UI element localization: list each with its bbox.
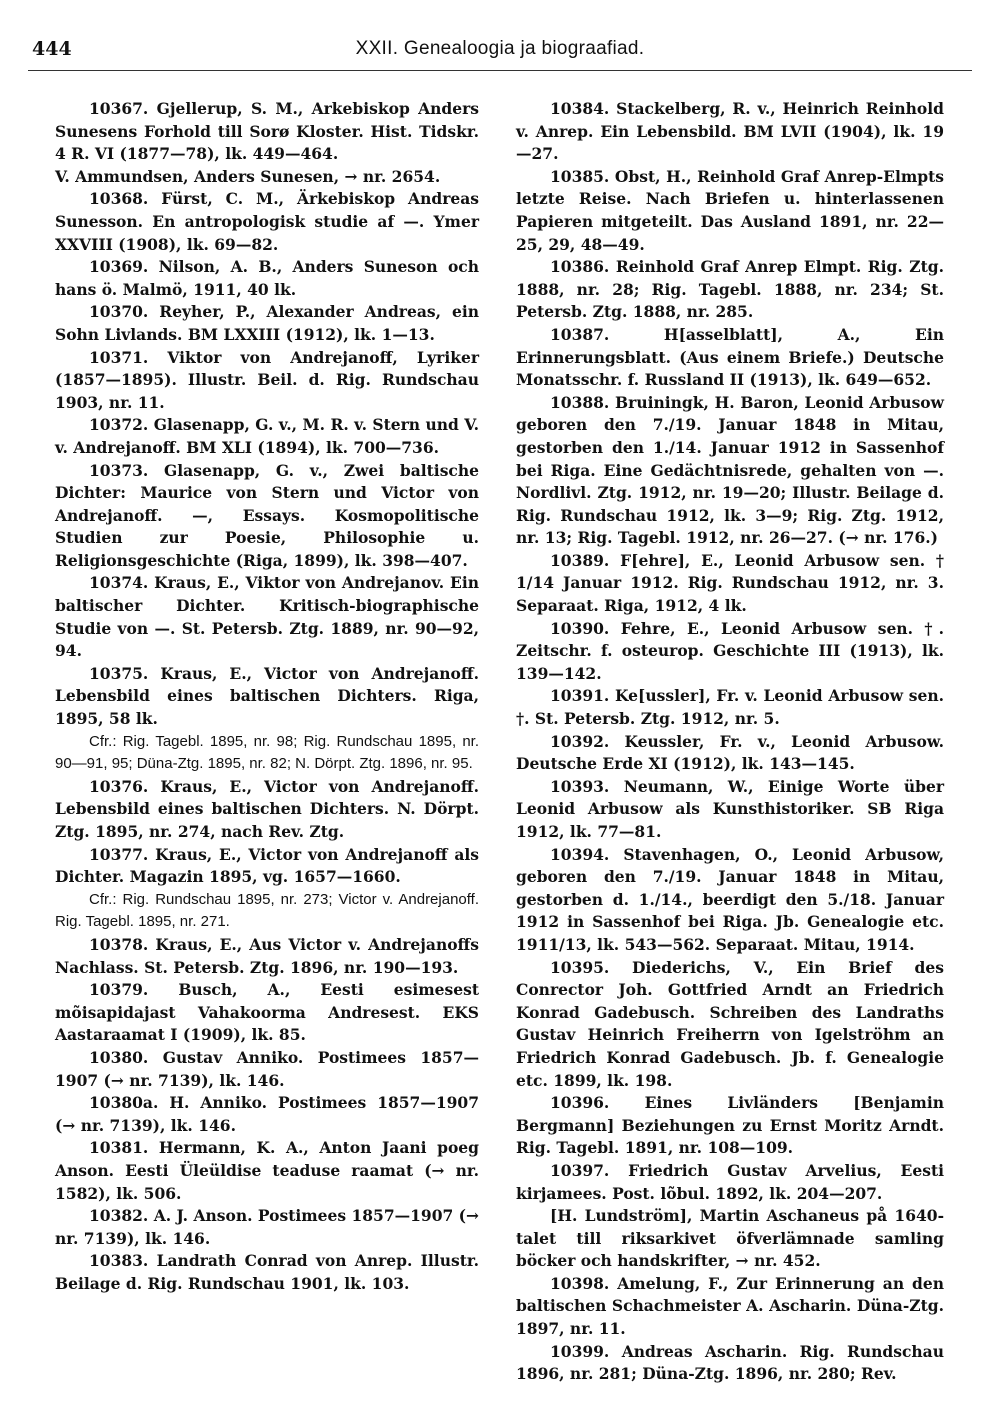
entry-10382: 10382. A. J. Anson. Postimees 1857—1907 (→ nr. 7139), lk. 146. [55,1206,479,1248]
header-rule [28,70,972,71]
entry-10392: 10392. Keussler, Fr. v., Leonid Arbusow. Deutsche Erde XI (1912), lk. 143—145. [516,731,944,774]
entry-10380: 10380. Gustav Anniko. Postimees 1857—1907 (→ nr. 7139), lk. 146. [55,1047,479,1090]
entry-cfr-10377: Cfr.: Rig. Rundschau 1895, nr. 273; Victor v. Andrejanoff. Rig. Tagebl. 1895, nr. 271. [55,890,479,931]
entry-10387: 10387. H[asselblatt], A., Ein Erinnerungsblatt. (Aus einem Briefe.) Deutsche Monatsschr. f. Russland II (1913), lk. 649—652. [516,324,944,390]
entry-10368: 10368. Fürst, C. M., Ärkebiskop Andreas Sunesson. En antropologisk studie af —. Ymer XXVIII (1908), lk. 69—82. [55,189,479,254]
entry-10398: 10398. Amelung, F., Zur Erinnerung an den baltischen Schachmeister A. Ascharin. Düna-Ztg. 1897, nr. 11. [516,1273,944,1339]
entry-10389: 10389. F[ehre], E., Leonid Arbusow sen. † 1/14 Januar 1912. Rig. Rundschau 1912, nr. 3. Separaat. Riga, 1912, 4 lk. [516,550,944,616]
right-column [516,98,944,1386]
entry-10376: 10376. Kraus, E., Victor von Andrejanoff. Lebensbild eines baltischen Dichters. N. Dörpt. Ztg. 1895, nr. 274, nach Rev. Ztg. [55,776,479,841]
entry-10381: 10381. Hermann, K. A., Anton Jaani poeg Anson. Eesti Üleüldise teaduse raamat (→ nr. 1582), lk. 506. [55,1138,479,1203]
left-column [55,98,479,1295]
entry-10396: 10396. Eines Livländers [Benjamin Bergmann] Beziehungen zu Ernst Moritz Arndt. Rig. Tagebl. 1891, nr. 108—109. [516,1093,944,1158]
running-title: XXII. Genealoogia ja biograafiad. [355,38,645,59]
entry-10391: 10391. Ke[ussler], Fr. v. Leonid Arbusow sen. †. St. Petersb. Ztg. 1912, nr. 5. [516,686,944,729]
entry-10394: 10394. Stavenhagen, O., Leonid Arbusow, geboren den 7./19. Januar 1848 in Mitau, gestorben d. 1./14., beerdigt den 5./18. Januar 1912 in Sassenhof bei Riga. Jb. Genealogie etc. 1911/13, lk. 543—562. Separaat. Mitau, 1914. [516,844,944,954]
page-header [28,38,972,68]
entry-10375: 10375. Kraus, E., Victor von Andrejanoff. Lebensbild eines baltischen Dichters. Riga, 1895, 58 lk. [55,663,479,729]
entry-10385: 10385. Obst, H., Reinhold Graf Anrep-Elmpts letzte Reise. Nach Briefen u. hinterlassenen Papieren mitgeteilt. Das Ausland 1891, nr. 22—25, 29, 48—49. [516,166,944,254]
entry-ammundsen: V. Ammundsen, Anders Sunesen, → nr. 2654. [55,166,441,186]
entry-10383: 10383. Landrath Conrad von Anrep. Illustr. Beilage d. Rig. Rundschau 1901, lk. 103. [55,1251,479,1293]
entry-cfr-10375: Cfr.: Rig. Tagebl. 1895, nr. 98; Rig. Rundschau 1895, nr. 90—91, 95; Düna-Ztg. 1895, nr. 82; N. Dörpt. Ztg. 1896, nr. 95. [55,732,479,773]
entry-10384: 10384. Stackelberg, R. v., Heinrich Reinhold v. Anrep. Ein Lebensbild. BM LVII (1904), lk. 19—27. [516,99,944,164]
entry-10377: 10377. Kraus, E., Victor von Andrejanoff als Dichter. Magazin 1895, vg. 1657—1660. [55,844,479,887]
page-number: 444 [32,38,72,60]
entry-10379: 10379. Busch, A., Eesti esimesest mõisapidajast Vahakoorma Andresest. EKS Aastaraamat I (1909), lk. 85. [55,980,479,1045]
entry-10369: 10369. Nilson, A. B., Anders Suneson och hans ö. Malmö, 1911, 40 lk. [55,257,479,299]
entry-10390: 10390. Fehre, E., Leonid Arbusow sen. †. Zeitschr. f. osteurop. Geschichte III (1913), lk. 139—142. [516,618,944,683]
entry-10373: 10373. Glasenapp, G. v., Zwei baltische Dichter: Maurice von Stern und Victor von Andrejanoff. —, Essays. Kosmopolitische Studien zur Poesie, Philosophie u. Religionsgeschichte (Riga, 1899), lk. 398—407. [55,460,479,570]
entry-10393: 10393. Neumann, W., Einige Worte über Leonid Arbusow als Kunsthistoriker. SB Riga 1912, lk. 77—81. [516,776,944,841]
entry-10371: 10371. Viktor von Andrejanoff, Lyriker (1857—1895). Illustr. Beil. d. Rig. Rundschau 1903, nr. 11. [55,347,479,412]
entry-10388: 10388. Bruiningk, H. Baron, Leonid Arbusow geboren den 7./19. Januar 1848 in Mitau, gestorben den 1./14. Januar 1912 in Sassenhof bei Riga. Eine Gedächtnisrede, gehalten von —. Nordlivl. Ztg. 1912, nr. 19—20; Illustr. Beilage d. Rig. Rundschau 1912, lk. 3—9; Rig. Ztg. 1912, nr. 13; Rig. Tagebl. 1912, nr. 26—27. (→ nr. 176.) [516,392,944,548]
entry-10395: 10395. Diederichs, V., Ein Brief des Conrector Joh. Gottfried Arndt an Friedrich Konrad Gadebusch. Schreiben des Landraths Gustav Heinrich Freiherrn von Igelströhm an Friedrich Konrad Gadebusch. Jb. f. Genealogie etc. 1899, lk. 198. [516,957,944,1090]
entry-10372: 10372. Glasenapp, G. v., M. R. v. Stern und V. v. Andrejanoff. BM XLI (1894), lk. 700—736. [55,415,479,457]
entry-10370: 10370. Reyher, P., Alexander Andreas, ein Sohn Livlands. BM LXXIII (1912), lk. 1—13. [55,302,479,344]
entry-10374: 10374. Kraus, E., Viktor von Andrejanov. Ein baltischer Dichter. Kritisch-biographische Studie von —. St. Petersb. Ztg. 1889, nr. 90—92, 94. [55,573,479,661]
entry-10367: 10367. Gjellerup, S. M., Arkebiskop Anders Sunesens Forhold till Sorø Kloster. Hist. Tidskr. 4 R. VI (1877—78), lk. 449—464. [55,99,479,164]
entry-10380a: 10380a. H. Anniko. Postimees 1857—1907 (→ nr. 7139), lk. 146. [55,1093,479,1135]
entry-lundstrom: [H. Lundström], Martin Aschaneus på 1640-talet till riksarkivet öfverlämnade samling böcker och handskrifter, → nr. 452. [516,1206,944,1271]
entry-10399: 10399. Andreas Ascharin. Rig. Rundschau 1896, nr. 281; Düna-Ztg. 1896, nr. 280; Rev. [516,1341,944,1384]
entry-10386: 10386. Reinhold Graf Anrep Elmpt. Rig. Ztg. 1888, nr. 28; Rig. Tagebl. 1888, nr. 234; St. Petersb. Ztg. 1888, nr. 285. [516,257,944,322]
entry-10378: 10378. Kraus, E., Aus Victor v. Andrejanoffs Nachlass. St. Petersb. Ztg. 1896, nr. 190—193. [55,934,479,977]
entry-10397: 10397. Friedrich Gustav Arvelius, Eesti kirjamees. Post. lõbul. 1892, lk. 204—207. [516,1160,944,1203]
